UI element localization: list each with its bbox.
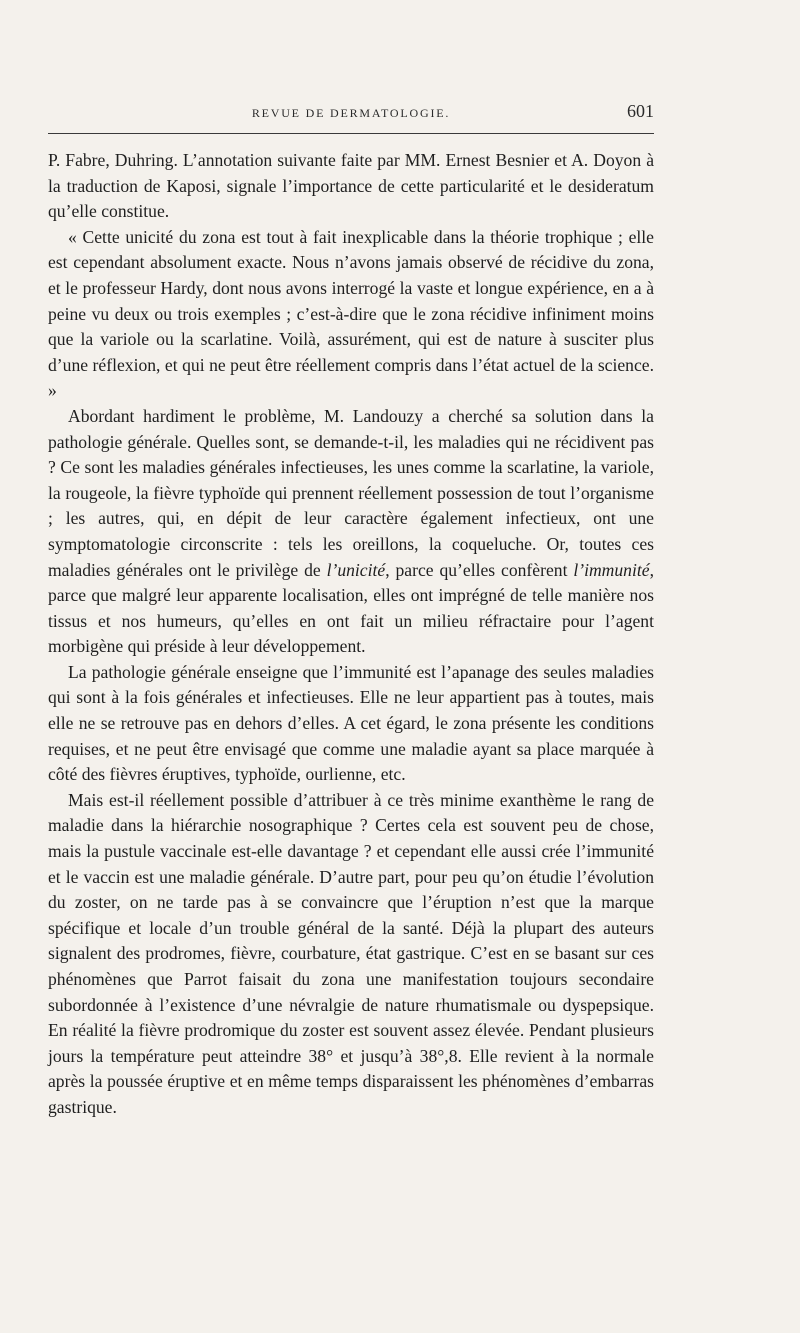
paragraph-1: P. Fabre, Duhring. L’annotation suivante faite par MM. Ernest Besnier et A. Doyon à la traduction de Kaposi, signale l’importance de cette particularité et le desideratum qu’elle constitue. bbox=[48, 150, 654, 222]
header-rule bbox=[48, 133, 654, 134]
paragraph-2-quote: « Cette unicité du zona est tout à fait inexplicable dans la théorie trophique ; elle est cependant absolument exacte. Nous n’avons jamais observé de récidive du zona, et le professeur Hardy, dont nous avons interrogé la vaste et longue expérience, en a à peine vu deux ou trois exemples ; c’est-à-dire que le zona récidive infiniment moins que la variole ou la scarlatine. Voilà, assurément, qui est de nature à susciter plus d’une réflexion, et qui ne peut être réellement compris dans l’état actuel de la science. » bbox=[48, 226, 654, 401]
paragraph-3-text-a: Abordant hardiment le problème, M. Landouzy a cherché sa solution dans la pathologie générale. Quelles sont, se demande-t-il, les maladies qui ne récidivent pas ? Ce sont les maladies générales infectieuses, les unes comme la scarlatine, la variole, la rougeole, la fièvre typhoïde qui prennent réellement possession de tout l’organisme ; les autres, qui, en dépit de leur caractère également infectieux, ont une symptomatologie circonscrite : tels les oreillons, la coqueluche. Or, toutes ces maladies générales ont le privilège de bbox=[48, 405, 654, 580]
article-body bbox=[48, 148, 654, 1121]
paragraph-3-text-c: , parce que malgré leur apparente localisation, elles ont imprégné de telle manière nos tissus et nos humeurs, qu’elles en ont fait un milieu réfractaire pour l’agent morbigène qui préside à leur développement. bbox=[48, 559, 654, 657]
paragraph-3-emphasis-immunite: l’immunité bbox=[573, 559, 650, 580]
paragraph-3 bbox=[48, 404, 654, 660]
paragraph-4: La pathologie générale enseigne que l’immunité est l’apanage des seules maladies qui sont à la fois générales et infectieuses. Elle ne leur appartient pas à toutes, mais elle ne se retrouve pas en dehors d’elles. A cet égard, le zona présente les conditions requises, et ne peut être envisagé que comme une maladie ayant sa place marquée à côté des fièvres éruptives, typhoïde, ourlienne, etc. bbox=[48, 661, 654, 785]
paragraph-5: Mais est-il réellement possible d’attribuer à ce très minime exanthème le rang de maladie dans la hiérarchie nosographique ? Certes cela est souvent peu de chose, mais la pustule vaccinale est-elle davantage ? et cependant elle aussi crée l’immunité et le vaccin est une maladie générale. D’autre part, pour peu qu’on étudie l’évolution du zoster, on ne tarde pas à se convaincre que l’éruption n’est que la marque spécifique et locale d’un trouble général de la santé. Déjà la plupart des auteurs signalent des prodromes, fièvre, courbature, état gastrique. C’est en se basant sur ces phénomènes que Parrot faisait du zona une manifestation toujours secondaire subordonnée à l’existence d’une névralgie de nature rhumatismale ou dyspepsique. En réalité la fièvre prodromique du zoster est souvent assez élevée. Pendant plusieurs jours la température peut atteindre 38° et jusqu’à 38°,8. Elle revient à la normale après la poussée éruptive et en même temps disparaissent les phénomènes d’embarras gastrique. bbox=[48, 789, 654, 1117]
paragraph-3-text-b: , parce qu’elles confèrent bbox=[385, 559, 574, 580]
running-header bbox=[48, 98, 654, 128]
journal-title: REVUE DE DERMATOLOGIE. bbox=[251, 106, 451, 120]
paragraph-3-emphasis-unicite: l’unicité bbox=[326, 559, 386, 580]
page-number: 601 bbox=[627, 101, 654, 121]
